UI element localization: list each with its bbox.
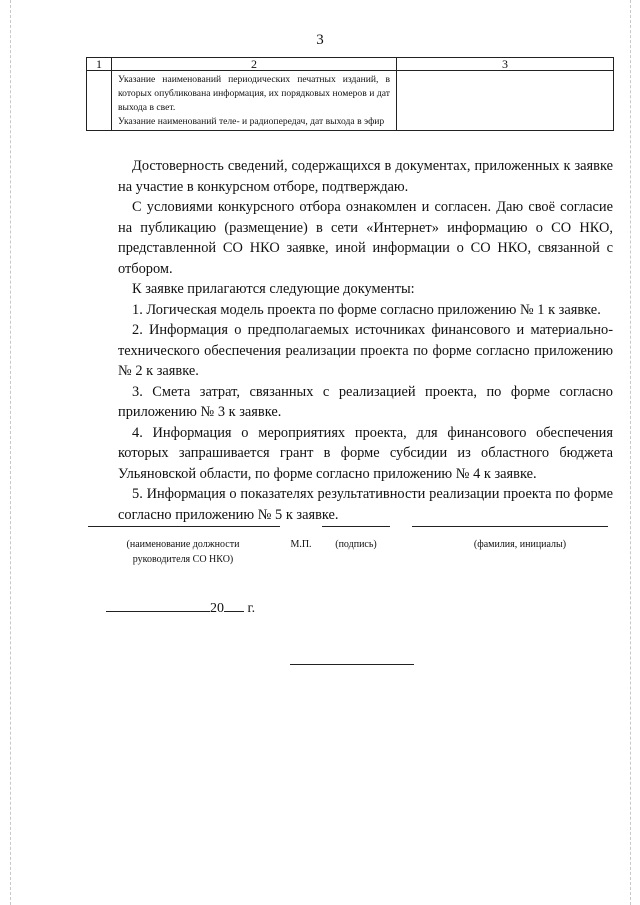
table-cell-text: Указание наименований периодических печатных изданий, в которых опубликована информация, их порядковых номеров и дат выхода в свет. xyxy=(118,74,390,113)
table-row xyxy=(87,71,614,131)
signature-line xyxy=(322,526,390,527)
paragraph: С условиями конкурсного отбора ознакомлен и согласен. Даю своё согласие на публикацию (размещение) в сети «Интернет» информацию о СО НКО, представленной СО НКО заявке, иной информации о СО НКО, связанной с отбором. xyxy=(118,199,613,277)
document-body xyxy=(118,156,613,525)
table-cell xyxy=(397,71,614,131)
year-suffix: г. xyxy=(247,601,256,616)
table-header-cell: 1 xyxy=(87,58,112,71)
closing-line xyxy=(290,664,414,665)
paragraph: 4. Информация о мероприятиях проекта, для финансового обеспечения которых запрашивается грант в форме субсидии из областного бюджета Ульяновской области, по форме согласно приложению № 4 к заявке. xyxy=(118,424,613,482)
table-cell xyxy=(112,71,397,131)
paragraph: 3. Смета затрат, связанных с реализацией проекта, по форме согласно приложению № 3 к заявке. xyxy=(118,383,613,420)
year-blank xyxy=(224,598,244,612)
paragraph: 2. Информация о предполагаемых источниках финансового и материально-технического обеспечения реализации проекта по форме согласно приложению № 2 к заявке. xyxy=(118,322,613,379)
date-line xyxy=(106,598,255,617)
paragraph: 1. Логическая модель проекта по форме согласно приложению № 1 к заявке. xyxy=(132,301,601,318)
page-edge-right xyxy=(630,0,631,905)
table-header-cell: 2 xyxy=(112,58,397,71)
table-header-cell: 3 xyxy=(397,58,614,71)
paragraph: К заявке прилагаются следующие документы: xyxy=(132,281,415,297)
name-caption: (фамилия, инициалы) xyxy=(473,539,567,550)
table-cell-text: Указание наименований теле- и радиопередач, дат выхода в эфир xyxy=(118,116,385,127)
name-line xyxy=(412,526,608,527)
paragraph: Достоверность сведений, содержащихся в документах, приложенных к заявке на участие в конкурсном отборе, подтверждаю. xyxy=(118,158,613,195)
signature-caption: (подпись) xyxy=(335,539,377,550)
page-edge-left xyxy=(10,0,11,905)
year-prefix: 20 xyxy=(210,601,224,616)
date-blank xyxy=(106,598,210,612)
continuation-table xyxy=(86,57,614,131)
stamp-label: М.П. xyxy=(290,539,312,550)
position-caption: (наименование должности руководителя СО НКО) xyxy=(126,539,240,565)
table-cell xyxy=(87,71,112,131)
paragraph: 5. Информация о показателях результативности реализации проекта по форме согласно приложению № 5 к заявке. xyxy=(118,486,613,523)
table-header-row xyxy=(87,58,614,71)
position-line xyxy=(88,526,280,527)
page-number: 3 xyxy=(316,32,324,48)
